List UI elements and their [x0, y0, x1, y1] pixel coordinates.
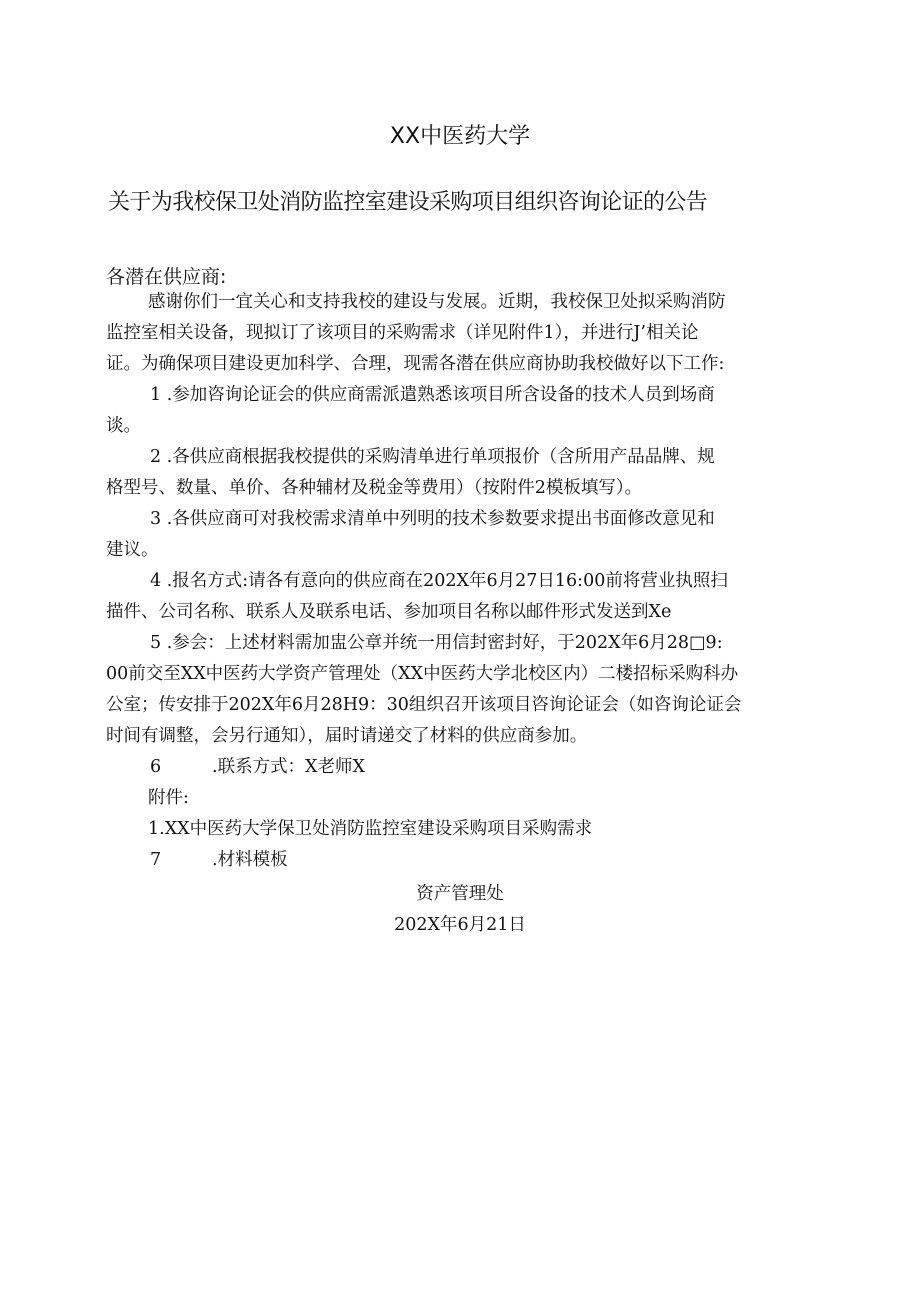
- item-5-line: 时间有调整，会另行通知），届时请递交了材料的供应商参加。: [106, 726, 588, 746]
- signature-department: 资产管理处: [416, 884, 504, 904]
- item-5-line: 5 .参会：上述材料需加盅公章并统一用信封密封好，于202X年6月28□9:: [150, 633, 723, 653]
- paragraph-line: 监控室相关设备，现拟订了该项目的采购需求（详见附件1），并进行J’相关论: [106, 323, 699, 343]
- university-name: XX中医药大学: [389, 124, 531, 149]
- attachment-1: 1.XX中医药大学保卫处消防监控室建设采购项目采购需求: [148, 819, 593, 839]
- contact-info: .联系方式：X老师X: [212, 757, 365, 777]
- paragraph-line: 感谢你们一宜关心和支持我校的建设与发展。近期，我校保卫处拟采购消防: [148, 292, 726, 312]
- item-3-line: 3 .各供应商可对我校需求清单中列明的技术参数要求提出书面修改意见和: [150, 509, 715, 529]
- paragraph-line: 证。为确保项目建设更加科学、合理，现需各潜在供应商协助我校做好以下工作:: [106, 354, 725, 374]
- signature-date: 202X年6月21日: [394, 915, 526, 935]
- item-2-line: 2 .各供应商根据我校提供的采购清单进行单项报价（含所用产品品牌、规: [150, 447, 715, 467]
- item-2-line: 格型号、数量、单价、各种辅材及税金等费用）（按附件2模板填写）。: [106, 478, 643, 498]
- item-1-line: 1 .参加咨询论证会的供应商需派遣熟悉该项目所含设备的技术人员到场商: [150, 385, 715, 405]
- salutation: 各潜在供应商:: [106, 266, 227, 288]
- attachment-2: .材料模板: [212, 850, 288, 870]
- item-4-line: 描件、公司名称、联系人及联系电话、参加项目名称以邮件形式发送到Xe: [106, 602, 672, 622]
- contact-number: 6: [150, 757, 162, 777]
- item-1-line: 谈。: [106, 416, 141, 436]
- item-4-line: 4 .报名方式:请各有意向的供应商在202X年6月27日16:00前将营业执照扫: [150, 571, 728, 591]
- item-3-line: 建议。: [106, 540, 159, 560]
- attachments-label: 附件:: [148, 788, 189, 808]
- item-5-line: 00前交至XX中医药大学资产管理处（XX中医药大学北校区内）二楼招标采购科办: [106, 664, 739, 684]
- attachment-2-number: 7: [150, 850, 162, 870]
- item-5-line: 公室；传安排于202X年6月28H9：30组织召开该项目咨询论证会（如咨询论证会: [106, 695, 742, 715]
- announcement-title: 关于为我校保卫处消防监控室建设采购项目组织咨询论证的公告: [108, 190, 708, 215]
